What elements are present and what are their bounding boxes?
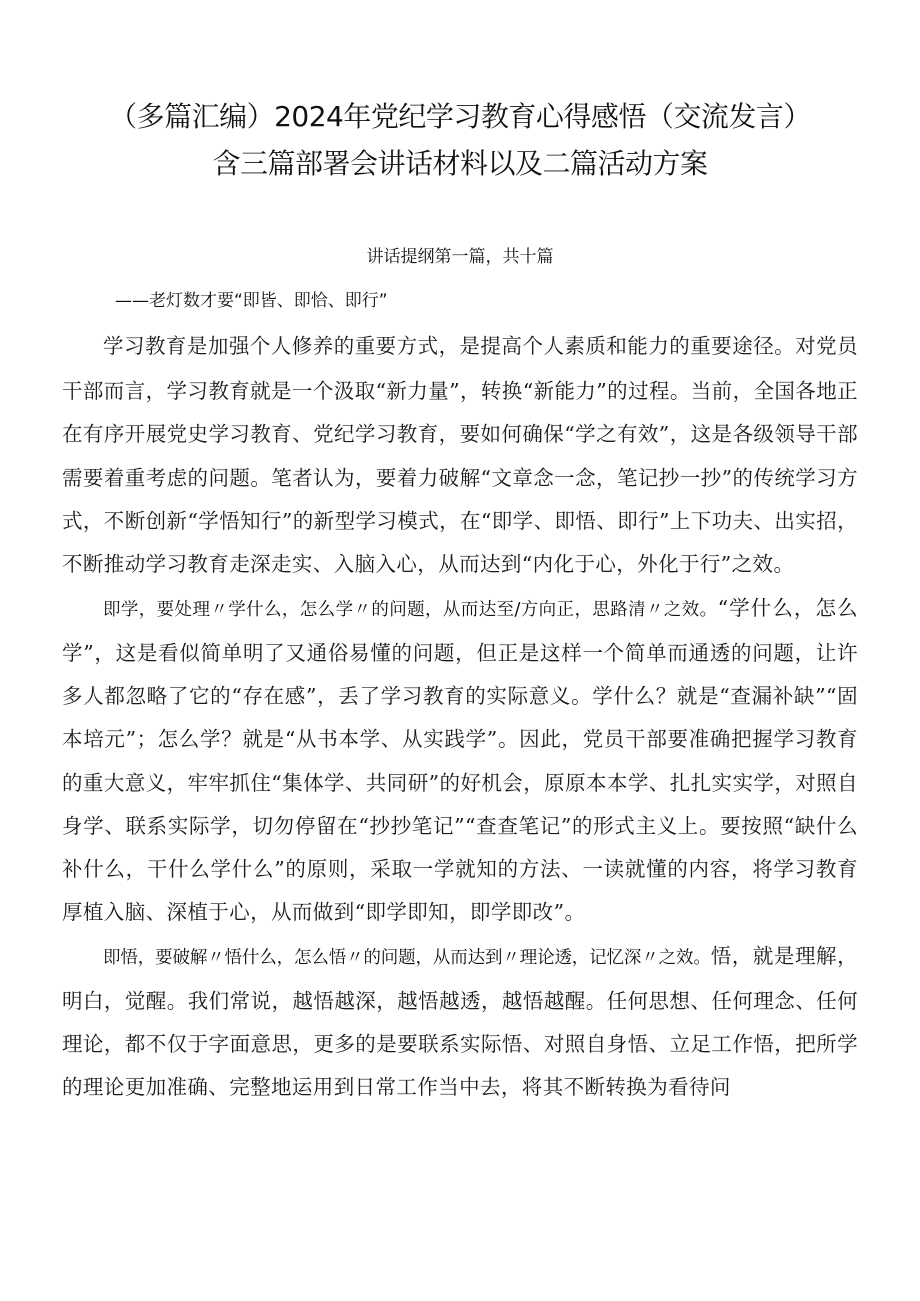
document-title: （多篇汇编）2024年党纪学习教育心得感悟（交流发言）含三篇部署会讲话材料以及二篇活动方案 — [109, 100, 811, 180]
document-body — [62, 325, 858, 1110]
paragraph-lead: 即学，要处理〃学什么，怎么学〃的问题，从而达至/方向正，思路清〃之效。 — [103, 599, 718, 620]
paragraph-learn — [62, 587, 858, 935]
paragraph-text: 悟，就是理解，明白，觉醒。我们常说，越悟越深，越悟越透，越悟越醒。任何思想、任何理念、任何理论，都不仅于字面意思，更多的是要联系实际悟、对照自身悟、立足工作悟，把所学的理论更加准确、完整地运用到日常工作当中去，将其不断转换为看待问 — [62, 943, 858, 1100]
paragraph-comprehend — [62, 935, 858, 1110]
paragraph-intro — [62, 325, 858, 586]
paragraph-text: “学什么，怎么学”，这是看似简单明了又通俗易懂的问题，但正是这样一个简单而通透的问题，让许多人都忽略了它的“存在感”，丢了学习教育的实际意义。学什么？就是“查漏补缺”“固本培元”；怎么学？就是“从书本学、从实践学”。因此，党员干部要准确把握学习教育的重大意义，牢牢抓住“集体学、共同研”的好机会，原原本本学、扎扎实实学，对照自身学、联系实际学，切勿停留在“抄抄笔记”“查查笔记”的形式主义上。要按照“缺什么补什么，干什么学什么”的原则，采取一学就知的方法、一读就懂的内容，将学习教育厚植入脑、深植于心，从而做到“即学即知，即学即改”。 — [62, 595, 859, 925]
document-subtitle: 讲话提纲第一篇，共十篇 — [366, 247, 554, 267]
document-tagline: ——老灯数才要“即皆、即恰、即行” — [115, 291, 388, 311]
paragraph-lead: 即悟，要破解〃悟什么，怎么悟〃的问题，从而达到〃理论透，记忆深〃之效。 — [103, 947, 711, 968]
paragraph-text: 学习教育是加强个人修养的重要方式，是提高个人素质和能力的重要途径。对党员干部而言，学习教育就是一个汲取“新力量”，转换“新能力”的过程。当前，全国各地正在有序开展党史学习教育、党纪学习教育，要如何确保“学之有效”，这是各级领导干部需要着重考虑的问题。笔者认为，要着力破解“文章念一念，笔记抄一抄”的传统学习方式，不断创新“学悟知行”的新型学习模式，在“即学、即悟、即行”上下功夫、出实招，不断推动学习教育走深走实、入脑入心，从而达到“内化于心，外化于行”之效。 — [62, 334, 858, 577]
